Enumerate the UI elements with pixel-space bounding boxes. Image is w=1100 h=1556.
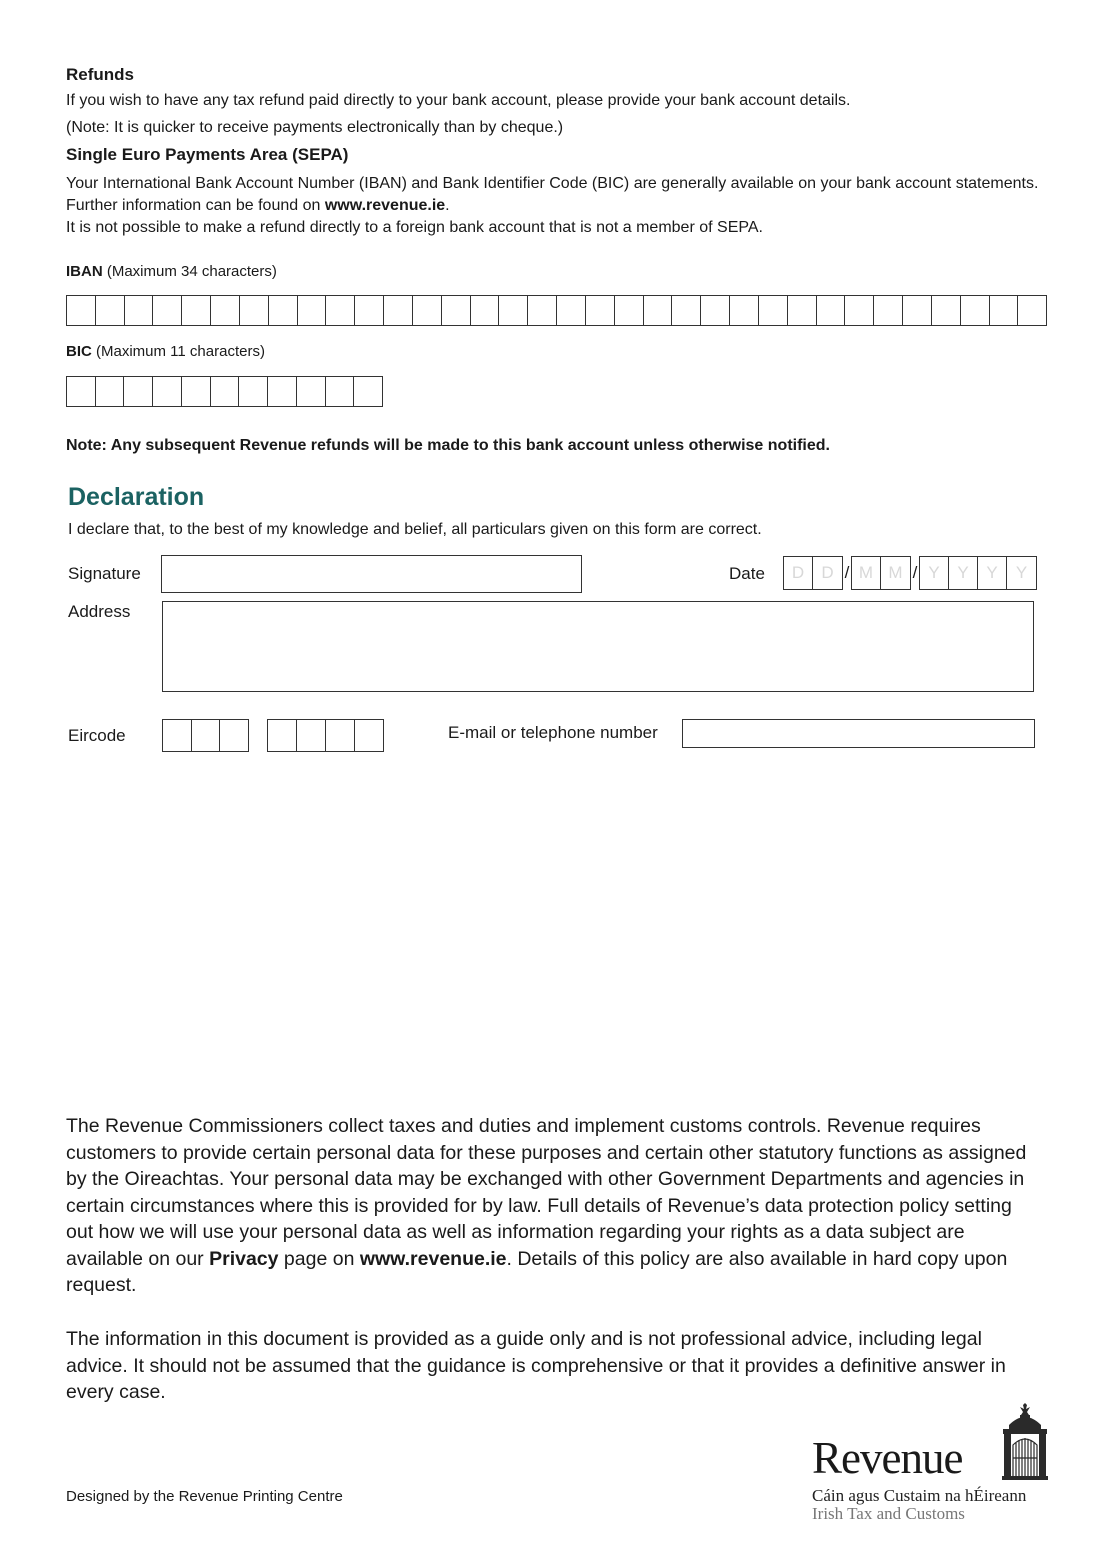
revenue-logo-irish: Cáin agus Custaim na hÉireann <box>812 1486 1027 1505</box>
contact-label: E-mail or telephone number <box>448 723 658 742</box>
eircode-cell[interactable] <box>297 720 326 751</box>
iban-cell[interactable] <box>96 296 125 325</box>
revenue-logo-wordmark: Revenue <box>812 1433 963 1483</box>
signature-label: Signature <box>68 564 141 583</box>
revenue-link[interactable]: www.revenue.ie <box>359 1247 507 1270</box>
iban-cell[interactable] <box>442 296 471 325</box>
privacy-statement <box>66 1113 1041 1299</box>
eircode-cell[interactable] <box>220 720 248 751</box>
eircode-unique-input[interactable] <box>267 719 384 752</box>
bic-input[interactable] <box>66 376 383 407</box>
bic-cell[interactable] <box>354 377 382 406</box>
date-input[interactable] <box>783 556 1037 590</box>
bic-hint: (Maximum 11 characters) <box>96 343 265 360</box>
iban-cell[interactable] <box>817 296 846 325</box>
iban-cell[interactable] <box>759 296 788 325</box>
contact-field[interactable] <box>682 719 1035 748</box>
revenue-logo-english: Irish Tax and Customs <box>812 1504 965 1523</box>
bic-label <box>66 343 265 360</box>
iban-cell[interactable] <box>730 296 759 325</box>
date-year[interactable] <box>919 556 1037 590</box>
iban-cell[interactable] <box>990 296 1019 325</box>
sepa-text-before: Your International Bank Account Number (IBAN) and Bank Identifier Code (BIC) are generally available on your bank account statements. Further information can be found on <box>66 175 1039 214</box>
iban-cell[interactable] <box>788 296 817 325</box>
bic-cell[interactable] <box>326 377 355 406</box>
sepa-foreign-note: It is not possible to make a refund directly to a foreign bank account that is not a member of SEPA. <box>66 219 763 236</box>
eircode-cell[interactable] <box>163 720 192 751</box>
iban-label <box>66 263 277 280</box>
revenue-link[interactable]: www.revenue.ie <box>324 197 446 214</box>
iban-cell[interactable] <box>125 296 154 325</box>
address-label: Address <box>68 602 131 621</box>
eircode-label: Eircode <box>68 726 126 745</box>
bic-label-title: BIC <box>66 343 92 360</box>
iban-input[interactable] <box>66 295 1047 326</box>
date-month[interactable] <box>851 556 911 590</box>
iban-cell[interactable] <box>528 296 557 325</box>
iban-cell[interactable] <box>182 296 211 325</box>
iban-cell[interactable] <box>298 296 327 325</box>
iban-cell[interactable] <box>269 296 298 325</box>
date-year-cell[interactable]: Y <box>1015 563 1028 582</box>
date-month-cell[interactable]: M <box>888 563 903 582</box>
iban-cell[interactable] <box>153 296 182 325</box>
privacy-text: page on <box>278 1247 360 1270</box>
bic-cell[interactable] <box>211 377 240 406</box>
address-field[interactable] <box>162 601 1034 692</box>
iban-cell[interactable] <box>701 296 730 325</box>
iban-cell[interactable] <box>672 296 701 325</box>
sepa-text-after: . <box>445 197 450 214</box>
sepa-text <box>66 173 1046 239</box>
iban-cell[interactable] <box>240 296 269 325</box>
iban-cell[interactable] <box>903 296 932 325</box>
date-day-cell[interactable]: D <box>784 557 813 589</box>
iban-cell[interactable] <box>845 296 874 325</box>
iban-cell[interactable] <box>932 296 961 325</box>
date-separator: / <box>912 563 918 582</box>
declaration-text: I declare that, to the best of my knowledge and belief, all particulars given on this form are correct. <box>68 521 762 538</box>
bic-cell[interactable] <box>182 377 211 406</box>
bic-cell[interactable] <box>153 377 182 406</box>
guidance-disclaimer: The information in this document is provided as a guide only and is not professional advice, including legal advice. It should not be assumed that the guidance is comprehensive or that it provides a definitive answer in every case. <box>66 1328 1006 1403</box>
date-year-cell[interactable]: Y <box>978 557 1007 589</box>
privacy-page-link[interactable]: Privacy <box>209 1247 279 1270</box>
iban-cell[interactable] <box>961 296 990 325</box>
date-label: Date <box>729 564 765 583</box>
bic-cell[interactable] <box>96 377 125 406</box>
iban-cell[interactable] <box>326 296 355 325</box>
date-day[interactable] <box>783 556 843 590</box>
iban-cell[interactable] <box>499 296 528 325</box>
date-day-cell[interactable]: D <box>821 563 834 582</box>
gate-icon <box>1001 1403 1049 1480</box>
iban-cell[interactable] <box>874 296 903 325</box>
refund-note: Note: Any subsequent Revenue refunds will be made to this bank account unless otherwise notified. <box>66 437 830 454</box>
date-separator: / <box>844 563 850 582</box>
iban-cell[interactable] <box>1018 296 1046 325</box>
bic-cell[interactable] <box>67 377 96 406</box>
declaration-heading: Declaration <box>68 483 205 511</box>
date-month-cell[interactable]: M <box>852 557 881 589</box>
bic-cell[interactable] <box>297 377 326 406</box>
iban-cell[interactable] <box>211 296 240 325</box>
eircode-cell[interactable] <box>355 720 383 751</box>
bic-cell[interactable] <box>124 377 153 406</box>
footer-credit: Designed by the Revenue Printing Centre <box>66 1488 343 1505</box>
eircode-cell[interactable] <box>192 720 221 751</box>
iban-cell[interactable] <box>471 296 500 325</box>
iban-cell[interactable] <box>384 296 413 325</box>
iban-cell[interactable] <box>557 296 586 325</box>
iban-cell[interactable] <box>413 296 442 325</box>
iban-cell[interactable] <box>644 296 673 325</box>
iban-cell[interactable] <box>355 296 384 325</box>
eircode-routing-input[interactable] <box>162 719 249 752</box>
refunds-note: (Note: It is quicker to receive payments electronically than by cheque.) <box>66 119 564 136</box>
bic-cell[interactable] <box>239 377 268 406</box>
sepa-heading: Single Euro Payments Area (SEPA) <box>66 145 349 164</box>
iban-cell[interactable] <box>586 296 615 325</box>
privacy-text: . Details of this policy are also available in hard copy upon request. <box>66 1247 1008 1296</box>
eircode-cell[interactable] <box>268 720 297 751</box>
signature-field[interactable] <box>161 555 582 593</box>
refunds-heading: Refunds <box>66 65 134 84</box>
iban-label-title: IBAN <box>66 263 103 280</box>
bic-cell[interactable] <box>268 377 297 406</box>
refunds-text: If you wish to have any tax refund paid directly to your bank account, please provide your bank account details. <box>66 92 851 109</box>
iban-hint: (Maximum 34 characters) <box>106 263 277 280</box>
iban-cell[interactable] <box>615 296 644 325</box>
eircode-cell[interactable] <box>326 720 355 751</box>
date-year-cell[interactable]: Y <box>920 557 949 589</box>
iban-cell[interactable] <box>67 296 96 325</box>
privacy-text: The Revenue Commissioners collect taxes and duties and implement customs controls. Revenue requires customers to provide certain personal data for these purposes and certain other statutory functions as assigned by the Oireachtas. Your personal data may be exchanged with other Government Departments and agencies in certain circumstances where this is provided for by law. Full details of Revenue’s data protection policy setting out how we will use your personal data as well as information regarding your rights as a data subject are available on our <box>66 1115 1027 1270</box>
date-year-cell[interactable]: Y <box>949 557 978 589</box>
